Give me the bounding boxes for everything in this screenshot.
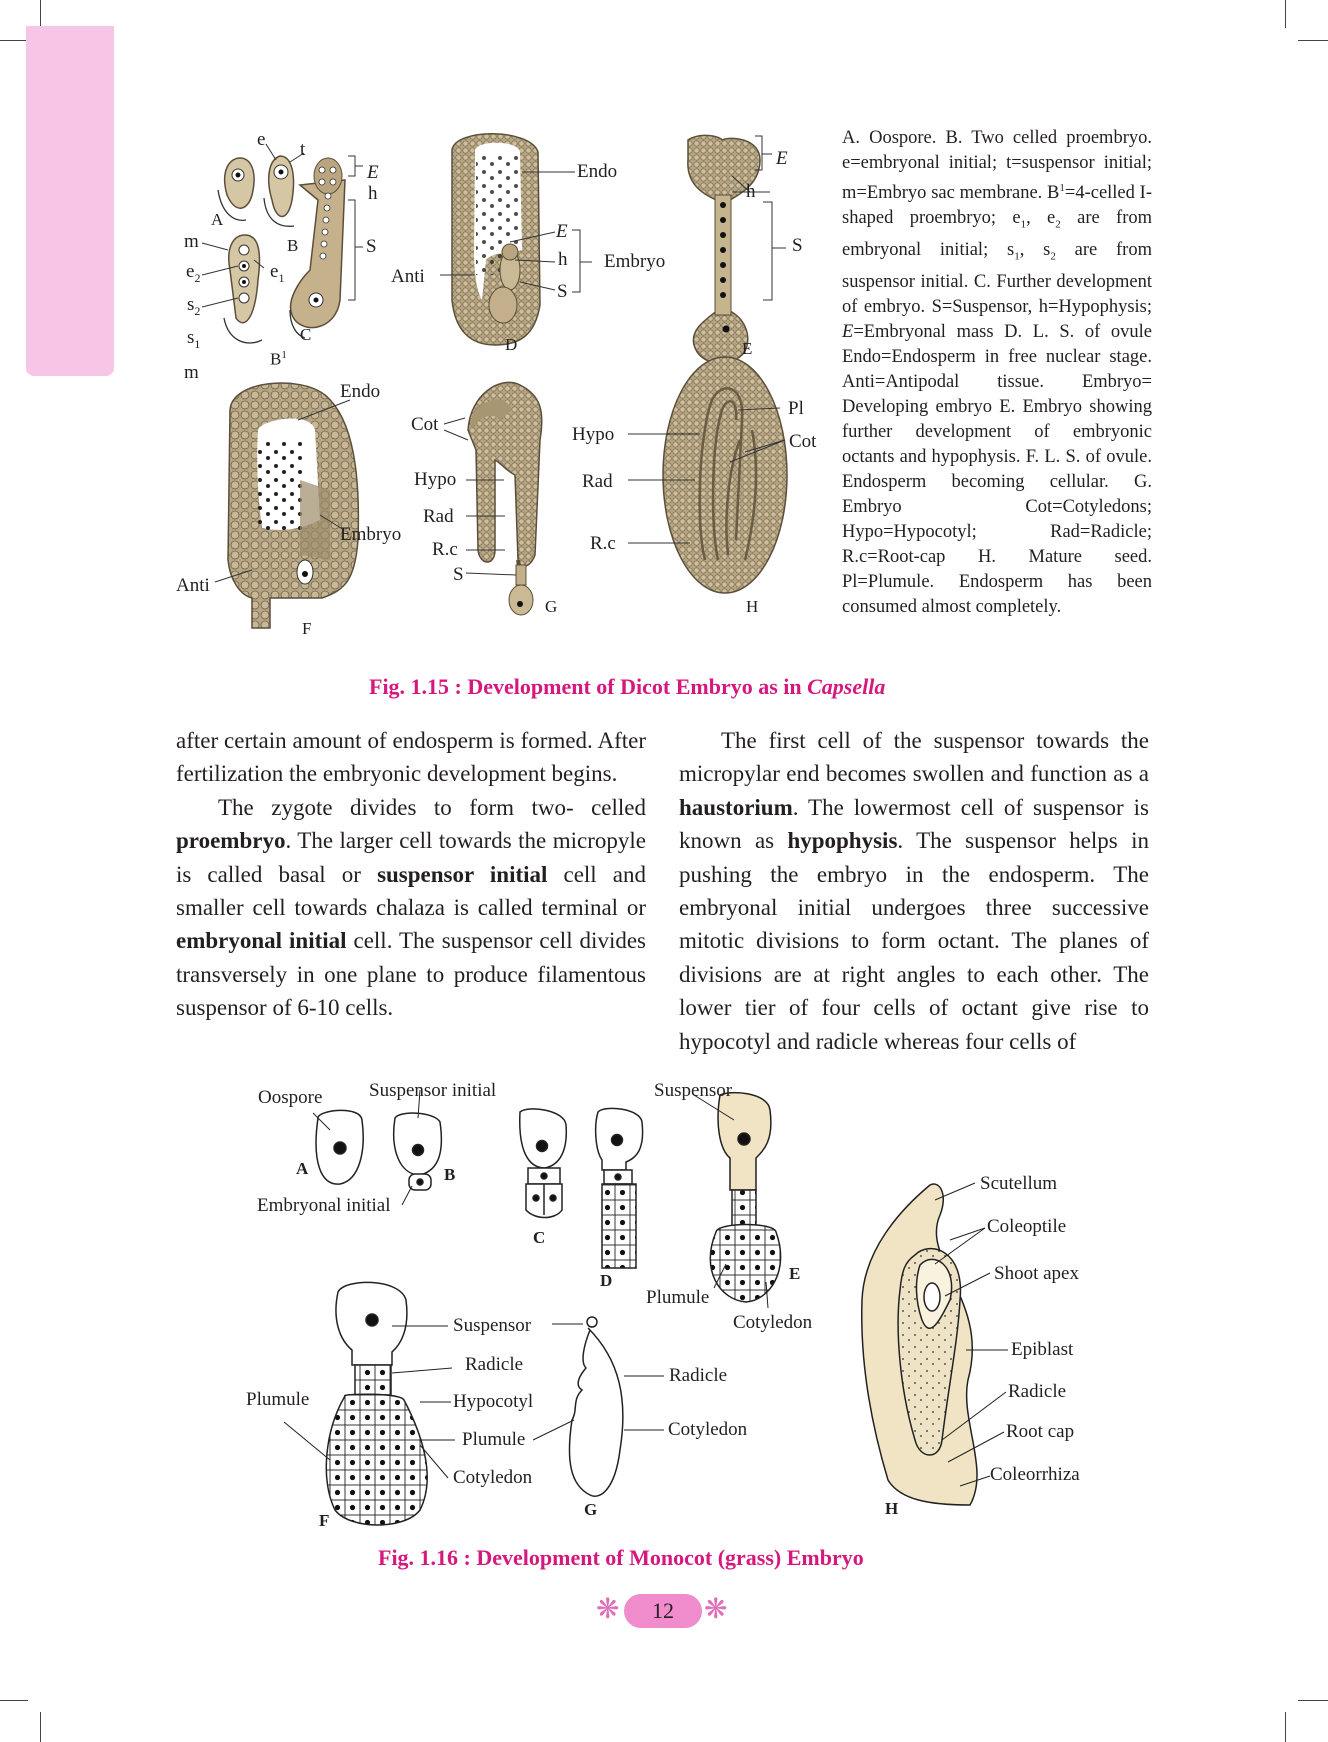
label-B: B	[287, 236, 299, 255]
label-S: S	[366, 236, 377, 257]
label-E: E	[367, 162, 379, 183]
label-e: e	[257, 129, 266, 150]
label-F-suspensor: Suspensor	[453, 1315, 532, 1336]
label-endo-D: Endo	[577, 161, 618, 182]
label-rad-H: Rad	[582, 471, 613, 492]
label-B16: B	[444, 1165, 456, 1184]
label-A16: A	[296, 1159, 309, 1178]
label-s2: $s_2$	[187, 294, 201, 318]
label-H-scutellum: Scutellum	[980, 1173, 1058, 1194]
label-S-D: S	[557, 281, 568, 302]
label-G-radicle: Radicle	[669, 1365, 728, 1386]
label-H-coleoptile: Coleoptile	[987, 1216, 1067, 1237]
label-suspensor-initial: Suspensor initial	[369, 1080, 497, 1101]
label-E-fig: E	[742, 339, 753, 358]
label-rc-H: R.c	[590, 533, 616, 554]
paragraph: The first cell of the suspensor towards the micropylar end becomes swollen and function as a haustorium. The lowermost cell of suspensor is known as hypophysis. The suspensor helps in pushing the embryo in the endosperm. The embryonal initial undergoes three successive mitotic divisions to form octant. The planes of divisions are at right angles to each other. The lower tier of four cells of octant give rise to hypocotyl and radicle whereas four cells of	[679, 728, 1149, 1054]
label-H-epiblast: Epiblast	[1011, 1339, 1074, 1360]
label-A: A	[211, 210, 224, 229]
label-anti-D: Anti	[391, 266, 425, 287]
label-t: t	[300, 139, 306, 160]
label-h-E: h	[746, 181, 756, 202]
label-embryonal-initial: Embryonal initial	[257, 1195, 391, 1216]
label-D16: D	[600, 1271, 613, 1290]
label-D: D	[505, 335, 518, 354]
label-S-G: S	[453, 564, 464, 585]
fig16-title: Fig. 1.16 : Development of Monocot (grass) Embryo	[378, 1545, 864, 1570]
paragraph: The zygote divides to form two- celled proembryo. The larger cell towards the micropyle is called basal or suspensor initial cell and smaller cell towards chalaza is called terminal or embryonal initial cell. The suspensor cell divides transversely in one plane to produce filamentous suspensor of 6-10 cells.	[176, 794, 647, 1021]
label-oospore: Oospore	[258, 1087, 323, 1108]
label-F-radicle: Radicle	[465, 1354, 524, 1375]
label-H16: H	[885, 1499, 899, 1518]
label-pl-H: Pl	[788, 398, 804, 419]
flower-ornament-left: ❋	[596, 1594, 620, 1625]
label-e1: $e_1$	[270, 261, 285, 285]
label-embryo-F: Embryo	[340, 524, 402, 545]
label-F-plumule: Plumule	[462, 1429, 526, 1450]
label-H-radicle: Radicle	[1008, 1381, 1067, 1402]
label-endo-F: Endo	[340, 381, 381, 402]
label-F: F	[302, 619, 312, 638]
label-E16: E	[789, 1264, 801, 1283]
label-F-cotyledon: Cotyledon	[453, 1467, 533, 1488]
label-F16: F	[319, 1511, 330, 1530]
label-H: H	[746, 597, 759, 616]
label-C16: C	[533, 1228, 546, 1247]
label-G: G	[545, 597, 558, 616]
label-m: m	[184, 231, 199, 252]
label-cotyledon-e: Cotyledon	[733, 1312, 813, 1333]
paragraph: after certain amount of endosperm is formed. After fertilization the embryonic development begins.	[176, 728, 646, 787]
label-hypo-G: Hypo	[414, 469, 457, 490]
label-rad-G: Rad	[423, 506, 454, 527]
label-S-E: S	[792, 235, 803, 256]
label-C: C	[300, 325, 312, 344]
label-h: h	[368, 183, 378, 204]
label-suspensor-top: Suspensor	[654, 1080, 733, 1101]
label-hypo-H: Hypo	[572, 424, 615, 445]
label-G16: G	[584, 1500, 598, 1519]
label-embryo-D: Embryo	[604, 251, 666, 272]
label-H-root-cap: Root cap	[1006, 1421, 1075, 1442]
label-H-shoot-apex: Shoot apex	[994, 1263, 1079, 1284]
label-cot-G: Cot	[411, 414, 439, 435]
fig15-legend: A. Oospore. B. Two celled proembryo. e=embryonal initial; t=suspensor initial; m=Embryo sac membrane. $B^1=4$-celled I-shaped proembryo; $e_1$, $e_2$ are from embryonal initial; $s_1$, $s_2$ are from suspensor initial. C. Further development of embryo. S=Suspensor, h=Hypophysis; E=Embryonal mass D. L. S. of ovule Endo=Endosperm in free nuclear stage. Anti=Antipodal tissue. Embryo= Developing embryo E. Embryo showing further development of embryonic octants and hypophysis. F. L. S. of ovule. Endosperm becoming cellular. G. Embryo Cot=Cotyledons; Hypo=Hypocotyl; Rad=Radicle; R.c=Root-cap H. Mature seed. Pl=Plumule. Endosperm has been consumed almost completely.	[842, 128, 1152, 617]
label-plumule-e: Plumule	[646, 1287, 710, 1308]
label-anti-F: Anti	[176, 575, 210, 596]
label-e2: $e_2$	[186, 261, 201, 285]
label-B1: $B^1$	[270, 349, 287, 369]
label-F-hypocotyl: Hypocotyl	[453, 1391, 534, 1412]
label-H-coleorrhiza: Coleorrhiza	[990, 1464, 1080, 1485]
label-m2: m	[184, 362, 199, 383]
label-E-E: E	[776, 148, 788, 169]
label-F-plumule-left: Plumule	[246, 1389, 310, 1410]
flower-ornament-right: ❋	[704, 1594, 728, 1625]
label-s1: $s_1$	[187, 327, 201, 351]
label-rc-G: R.c	[432, 539, 458, 560]
label-cot-H: Cot	[789, 431, 817, 452]
label-E-D: E	[556, 221, 568, 242]
label-G-cotyledon: Cotyledon	[668, 1419, 748, 1440]
fig15-title: Fig. 1.15 : Development of Dicot Embryo as in Capsella	[369, 674, 886, 699]
page-number: 12	[624, 1594, 702, 1628]
label-h-D: h	[558, 249, 568, 270]
